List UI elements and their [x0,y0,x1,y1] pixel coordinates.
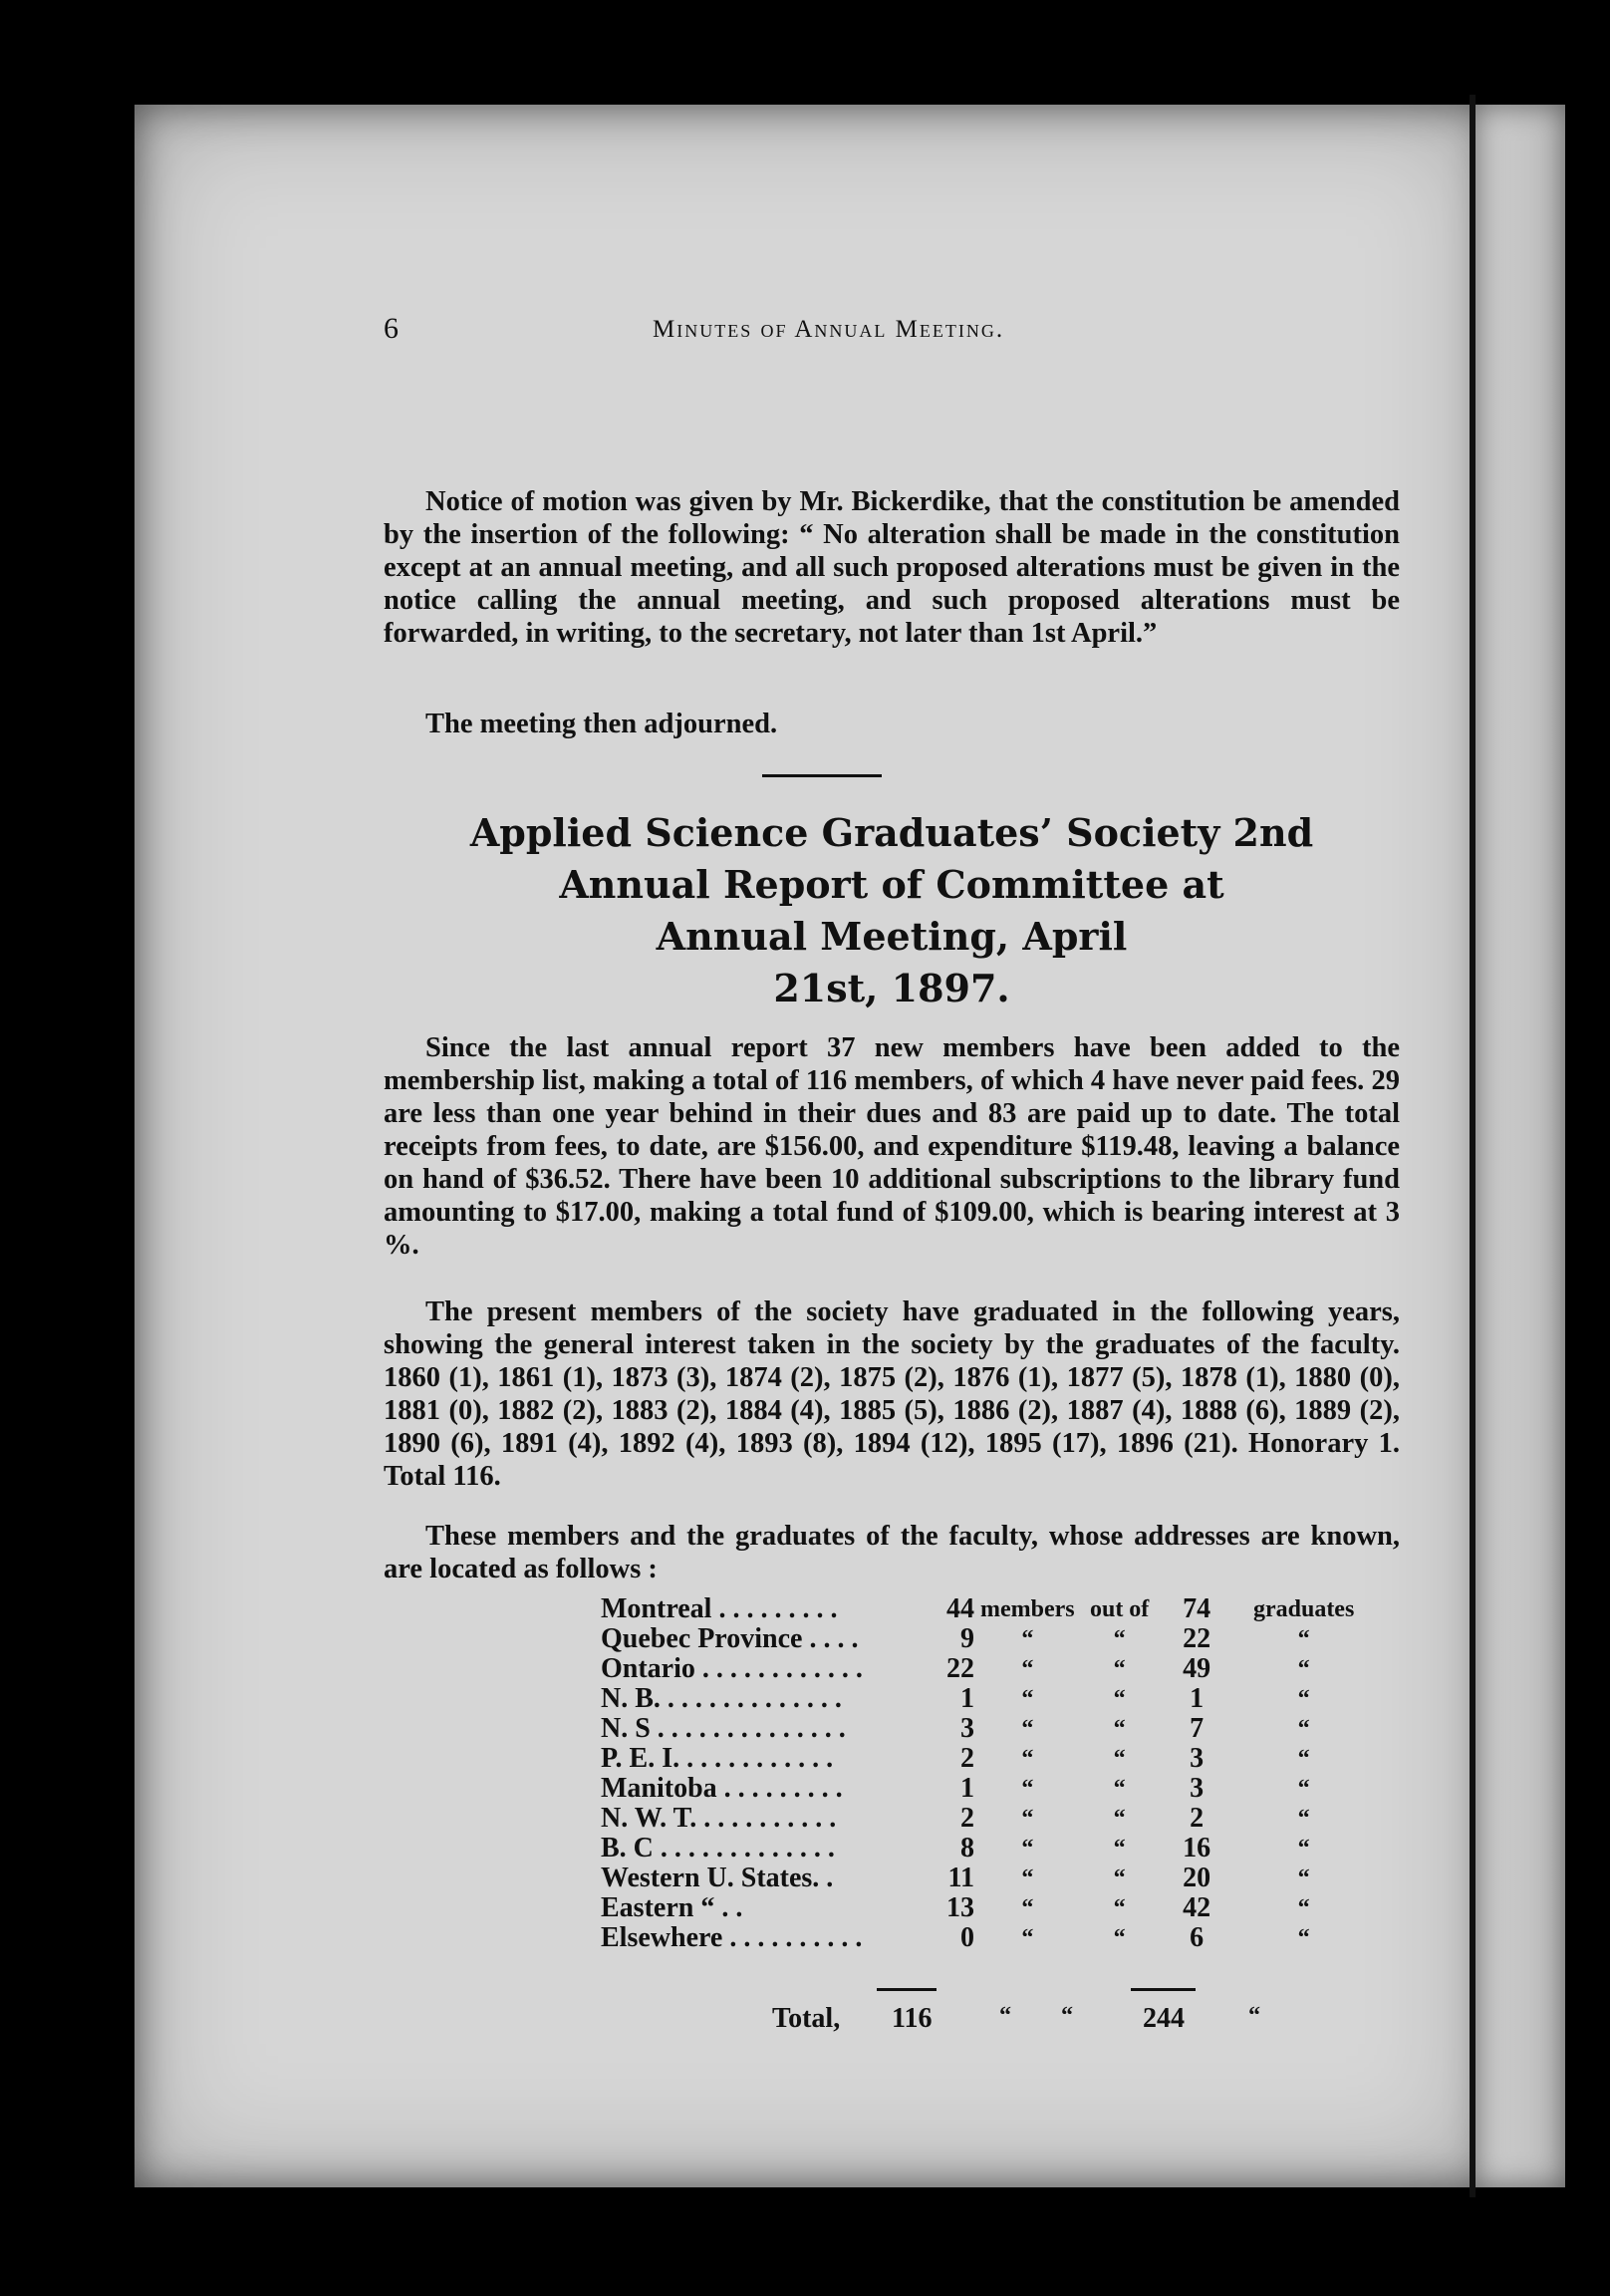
location-place: N. S . . . . . . . . . . . . . . [601,1714,846,1744]
location-row [601,1654,1379,1684]
location-ditto-2: “ [1113,1925,1126,1951]
location-ditto-2: “ [1113,1776,1126,1802]
location-graduates: 3 [1190,1743,1205,1774]
location-row [601,1834,1379,1864]
page-content [134,105,1489,2187]
notice-paragraph: Notice of motion was given by Mr. Bickerdike, that the constitution be amended by the insertion of the following: “ No alteration shall be made in the constitution except at an annual meeting, and all such proposed alterations must be given in the notice calling the annual meeting, and such proposed alterations must be forwarded, in writing, to the secretary, not later than 1st April.” [384,486,1400,649]
location-ditto-1: “ [1021,1866,1034,1891]
total-graduates: 244 [1143,2003,1185,2034]
location-suffix: “ [1297,1716,1310,1742]
location-ditto-2: “ [1113,1686,1126,1712]
location-ditto-1: members [980,1596,1075,1622]
location-row [601,1594,1379,1624]
location-suffix: “ [1297,1776,1310,1802]
location-members: 9 [960,1623,974,1654]
total-members: 116 [892,2003,933,2034]
heading-line-2: Annual Report of Committee at [559,862,1224,907]
total-suffix: “ [1248,2003,1260,2029]
location-ditto-2: “ [1113,1836,1126,1862]
location-ditto-1: “ [1021,1925,1034,1951]
location-graduates: 16 [1183,1833,1211,1864]
location-suffix: “ [1297,1686,1310,1712]
location-suffix: “ [1297,1925,1310,1951]
location-ditto-1: “ [1021,1626,1034,1652]
location-members: 11 [947,1863,974,1893]
location-members: 13 [946,1892,974,1923]
location-graduates: 20 [1183,1863,1211,1893]
location-suffix: “ [1297,1746,1310,1772]
location-suffix: “ [1297,1806,1310,1832]
location-place: Montreal . . . . . . . . . [601,1594,838,1624]
total-label: Total, [772,2003,841,2034]
page-number: 6 [384,312,399,345]
location-ditto-1: “ [1021,1806,1034,1832]
location-place: P. E. I. . . . . . . . . . . . [601,1744,834,1774]
location-row [601,1893,1379,1923]
location-ditto-2: “ [1113,1895,1126,1921]
location-graduates: 7 [1190,1713,1205,1744]
location-place: Manitoba . . . . . . . . . [601,1774,843,1804]
location-row [601,1774,1379,1804]
location-graduates: 42 [1183,1892,1211,1923]
location-place: B. C . . . . . . . . . . . . . [601,1834,835,1864]
location-place: N. B. . . . . . . . . . . . . . [601,1684,842,1714]
location-row [601,1923,1379,1953]
location-ditto-2: “ [1113,1626,1126,1652]
location-ditto-1: “ [1021,1895,1034,1921]
location-suffix: “ [1297,1656,1310,1682]
location-row [601,1714,1379,1744]
adjourned-line: The meeting then adjourned. [425,709,778,739]
locations-table [601,1594,1379,1953]
location-members: 3 [960,1713,974,1744]
location-graduates: 2 [1190,1803,1205,1834]
location-row [601,1684,1379,1714]
location-members: 44 [946,1593,974,1624]
location-suffix: “ [1297,1895,1310,1921]
report-paragraph-3: These members and the graduates of the faculty, whose addresses are known, are located as follows : [384,1521,1400,1584]
location-row [601,1744,1379,1774]
location-ditto-2: “ [1113,1806,1126,1832]
location-graduates: 74 [1183,1593,1211,1624]
heading-line-4: 21st, 1897. [773,966,1010,1010]
report-paragraph-2: The present members of the society have graduated in the following years, showing the general interest taken in the society by the graduates of the faculty. 1860 (1), 1861 (1), 1873 (3), 1874 (2), 1875 (2), 1876 (1), 1877 (5), 1878 (1), 1880 (0), 1881 (0), 1882 (2), 1883 (2), 1884 (4), 1885 (5), 1886 (2), 1887 (4), 1888 (6), 1889 (2), 1890 (6), 1891 (4), 1892 (4), 1893 (8), 1894 (12), 1895 (17), 1896 (21). Honorary 1. Total 116. [384,1296,1400,1492]
location-ditto-1: “ [1021,1836,1034,1862]
location-graduates: 3 [1190,1773,1205,1804]
location-suffix: “ [1297,1866,1310,1891]
location-ditto-1: “ [1021,1716,1034,1742]
total-graduates-rule [1131,1988,1196,1991]
total-members-rule [877,1988,937,1991]
location-ditto-1: “ [1021,1776,1034,1802]
location-ditto-2: “ [1113,1716,1126,1742]
facing-page-edge [1476,105,1565,2187]
location-place: Ontario . . . . . . . . . . . . [601,1654,863,1684]
header-title: Minutes of Annual Meeting. [653,316,1005,343]
running-head [384,312,1400,352]
location-ditto-2: out of [1089,1596,1150,1622]
report-heading [384,807,1400,1014]
location-place: Western U. States. . [601,1864,834,1893]
location-ditto-2: “ [1113,1866,1126,1891]
location-row [601,1624,1379,1654]
location-ditto-2: “ [1113,1656,1126,1682]
locations-table-body [601,1594,1379,1953]
location-ditto-1: “ [1021,1656,1034,1682]
location-place: N. W. T. . . . . . . . . . . [601,1804,837,1834]
location-members: 1 [960,1683,974,1714]
location-members: 0 [960,1922,974,1953]
section-divider [762,774,882,777]
location-members: 2 [960,1743,974,1774]
location-members: 1 [960,1773,974,1804]
location-place: Quebec Province . . . . [601,1624,859,1654]
heading-line-1: Applied Science Graduates’ Society 2nd [469,810,1314,855]
location-row [601,1864,1379,1893]
location-ditto-2: “ [1113,1746,1126,1772]
location-ditto-1: “ [1021,1746,1034,1772]
location-place: Elsewhere . . . . . . . . . . [601,1923,863,1953]
location-graduates: 1 [1190,1683,1205,1714]
location-suffix: “ [1297,1836,1310,1862]
report-paragraph-1: Since the last annual report 37 new members have been added to the membership list, making a total of 116 members, of which 4 have never paid fees. 29 are less than one year behind in their dues and 83 are paid up to date. The total receipts from fees, to date, are $156.00, and expenditure $119.48, leaving a balance on hand of $36.52. There have been 10 additional subscriptions to the library fund amounting to $17.00, making a total fund of $109.00, which is bearing interest at 3 %. [384,1032,1400,1261]
heading-line-3: Annual Meeting, April [656,914,1128,959]
location-members: 2 [960,1803,974,1834]
location-graduates: 6 [1190,1922,1205,1953]
location-place: Eastern “ . . [601,1893,743,1923]
total-ditto-1: “ [999,2003,1011,2029]
location-graduates: 22 [1183,1623,1211,1654]
location-members: 22 [946,1653,974,1684]
location-suffix: graduates [1252,1596,1355,1622]
scanned-page [134,105,1489,2187]
location-graduates: 49 [1183,1653,1211,1684]
total-ditto-2: “ [1061,2003,1073,2029]
location-row [601,1804,1379,1834]
location-suffix: “ [1297,1626,1310,1652]
location-ditto-1: “ [1021,1686,1034,1712]
location-members: 8 [960,1833,974,1864]
